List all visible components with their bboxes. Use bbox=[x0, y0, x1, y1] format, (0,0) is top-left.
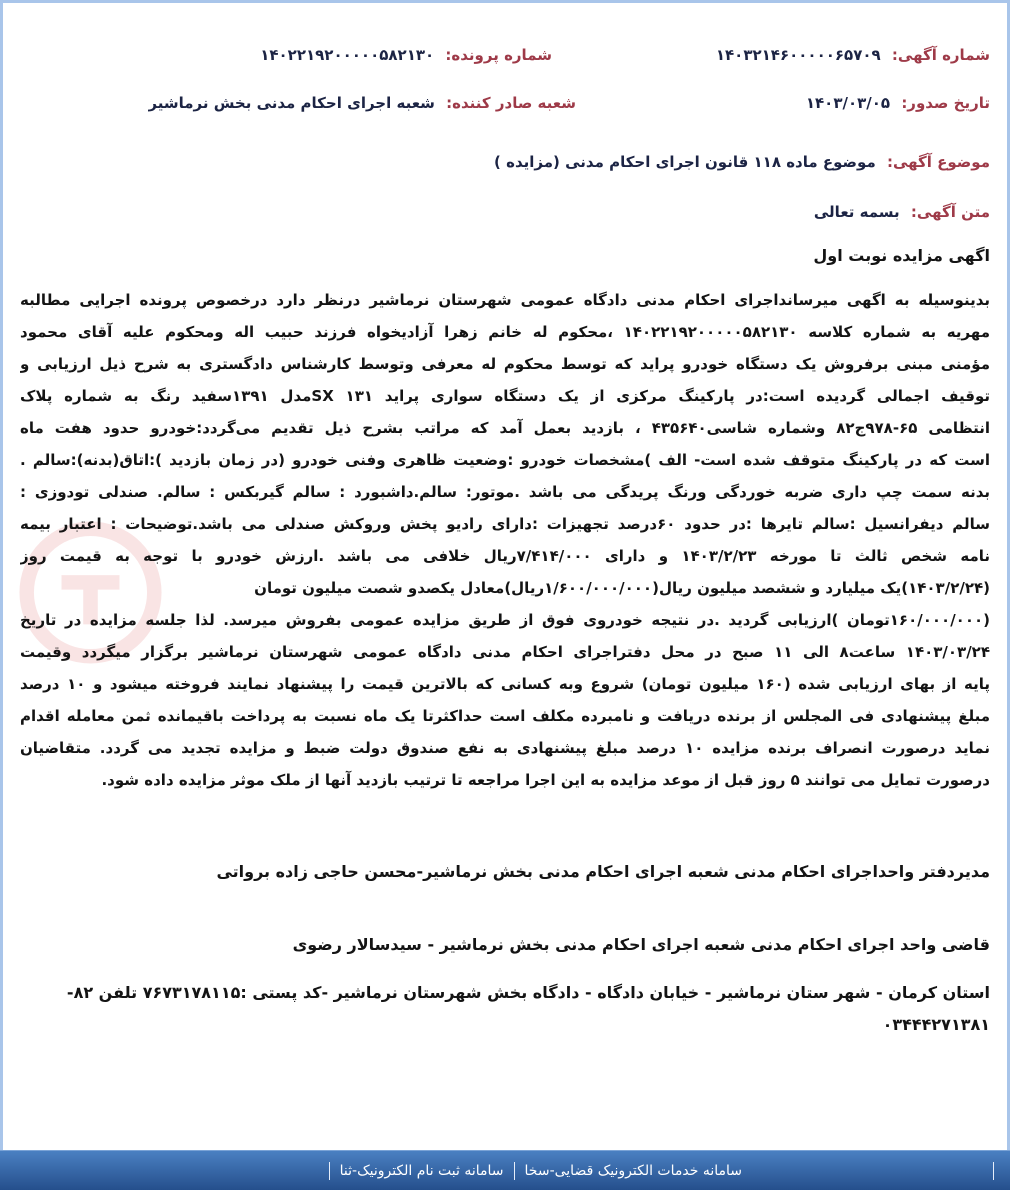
body-line: نماید درصورت انصراف برنده مزایده ۱۰ درصد مبلغ پیشنهادی به نفع صندوق دولت ضبط و مزایده تجدید می گردد. متقاضیان bbox=[20, 739, 990, 757]
body-line: (۱۴۰۳/۲/۲۴)یک میلیارد و ششصد میلیون ریال(۱/۶۰۰/۰۰۰/۰۰۰ریال)معادل یکصدو شصت میلیون تومان bbox=[254, 579, 990, 597]
footer-link-sana[interactable]: سامانه ثبت نام الکترونیک-ثنا bbox=[339, 1162, 504, 1179]
body-line: سالم دیفرانسیل :سالم تایرها :در حدود ۶۰درصد تجهیزات :دارای رادیو پخش وروکش صندلی می باشد.توضیحات : اعتبار بیمه bbox=[20, 515, 990, 533]
subject-field bbox=[494, 147, 990, 177]
issue-date-value: ۱۴۰۳/۰۳/۰۵ bbox=[805, 94, 891, 112]
address-line: استان کرمان - شهر ستان نرماشیر - خیابان دادگاه - دادگاه بخش شهرستان نرماشیر -کد پستی :۷۶۷۳۱۷۸۱۱۵ تلفن ۸۲- bbox=[66, 983, 990, 1002]
footer-links bbox=[329, 1151, 742, 1190]
body-line: نامه شخص ثالث تا مورخه ۱۴۰۳/۲/۲۳ و دارای ۷/۴۱۴/۰۰۰ریال خلافی می باشد .ارزش خودرو با توجه به قیمت روز bbox=[20, 547, 990, 565]
issuer-value: شعبه اجرای احکام مدنی بخش نرماشیر bbox=[148, 94, 435, 112]
case-number-label: شماره پرونده: bbox=[445, 46, 552, 64]
footer-link-sakha[interactable]: سامانه خدمات الکترونیک قضایی-سخا bbox=[524, 1162, 742, 1179]
notice-number-field bbox=[716, 40, 990, 70]
body-line: (۱۶۰/۰۰۰/۰۰۰تومان )ارزیابی گردید .در نتیجه خودروی فوق از طریق مزایده عمومی بفروش میرسد. لذا جلسه مزایده در تاریخ bbox=[20, 611, 990, 629]
notice-text-opening: بسمه تعالی bbox=[813, 203, 900, 221]
body-line: ۱۴۰۳/۰۳/۲۴ ساعت۸ الی ۱۱ صبح در محل دفتراجرای احکام مدنی دادگاه عمومی شهرستان نرماشیر برگزار میگردد وقیمت bbox=[20, 643, 990, 661]
body-line: درصورت تمایل می توانند ۵ روز قبل از موعد مزایده به این اجرا مراجعه تا ترتیب بازدید آنها از ملک موثر مزایده داده شود. bbox=[101, 771, 990, 789]
notice-number-label: شماره آگهی: bbox=[891, 46, 990, 64]
body-line: پایه از بهای ارزیابی شده (۱۶۰ میلیون تومان) شروع وبه کسانی که بالاترین قیمت را پیشنهاد نمایند فروخته میشود و ۱۰ درصد bbox=[20, 675, 990, 693]
body-line: است که در پارکینگ متوقف شده است- الف )مشخصات خودرو :وضعیت ظاهری وفنی خودرو (در زمان بازدید ):اتاق(بدنه):سالم . bbox=[20, 451, 990, 469]
notice-title: اگهی مزایده نوبت اول bbox=[813, 246, 990, 265]
body-line: انتظامی ۶۵-۹۷۸ج۸۲ وشماره شاسی۴۳۵۶۴۰ ، بازدید بعمل آمد که مراتب بشرح ذیل تقدیم می‌گردد:خودرو حدود هفت ماه bbox=[20, 419, 990, 437]
body-line: توقیف اجمالی گردیده است:در پارکینگ مرکزی از یک دستگاه سواری پراید ۱۳۱ SXمدل ۱۳۹۱سفید رنگ به شماره پلاک bbox=[20, 387, 990, 405]
address-line-phone: ۰۳۴۴۴۲۷۱۳۸۱ bbox=[882, 1015, 990, 1034]
footer-divider bbox=[514, 1162, 515, 1180]
body-line: بدینوسیله به اگهی میرسانداجرای احکام مدنی دادگاه عمومی شهرستان نرماشیر درنظر دارد درخصوص پرونده اجرایی مطالبه bbox=[20, 291, 990, 309]
footer-divider bbox=[993, 1162, 994, 1180]
issuer-field bbox=[148, 88, 576, 118]
subject-label: موضوع آگهی: bbox=[886, 153, 990, 171]
body-line: مهریه به شماره کلاسه ۱۴۰۲۲۱۹۲۰۰۰۰۰۵۸۲۱۳۰ ،محکوم له خانم زهرا آزادیخواه فرزند حبیب اله ومحکوم علیه آقای محمود bbox=[20, 323, 990, 341]
body-line: مبلغ پیشنهادی فی المجلس از برنده دریافت و نامبرده مکلف است حداکثرتا یک ماه نسبت به پرداخت باقیمانده ثمن معامله اقدام bbox=[20, 707, 990, 725]
subject-value: موضوع ماده ۱۱۸ قانون اجرای احکام مدنی (مزایده ) bbox=[494, 153, 876, 171]
case-number-field bbox=[260, 40, 552, 70]
body-line: مؤمنی مبنی برفروش یک دستگاه خودرو پراید که توسط محکوم له معرفی وتوسط کارشناس دادگستری به شرح ذیل ارزیابی و bbox=[20, 355, 990, 373]
office-manager-signature: مدیردفتر واحداجرای احکام مدنی شعبه اجرای احکام مدنی بخش نرماشیر-محسن حاجی زاده برواتی bbox=[216, 862, 990, 881]
issue-date-label: تاریخ صدور: bbox=[901, 94, 990, 112]
issuer-label: شعبه صادر کننده: bbox=[446, 94, 576, 112]
notice-text-label: متن آگهی: bbox=[910, 203, 990, 221]
footer-divider bbox=[329, 1162, 330, 1180]
notice-number-value: ۱۴۰۳۲۱۴۶۰۰۰۰۰۶۵۷۰۹ bbox=[715, 46, 881, 64]
judge-signature: قاضی واحد اجرای احکام مدنی شعبه اجرای احکام مدنی بخش نرماشیر - سیدسالار رضوی bbox=[292, 935, 990, 954]
body-line: بدنه سمت چپ داری ضربه خوردگی ورنگ پریدگی می باشد .موتور: سالم.داشبورد : سالم گیربکس : سالم. صندلی تودوزی : bbox=[20, 483, 990, 501]
issue-date-field bbox=[806, 88, 990, 118]
case-number-value: ۱۴۰۲۲۱۹۲۰۰۰۰۰۵۸۲۱۳۰ bbox=[260, 46, 435, 64]
footer-bar bbox=[0, 1150, 1010, 1190]
notice-text-field bbox=[814, 197, 990, 227]
